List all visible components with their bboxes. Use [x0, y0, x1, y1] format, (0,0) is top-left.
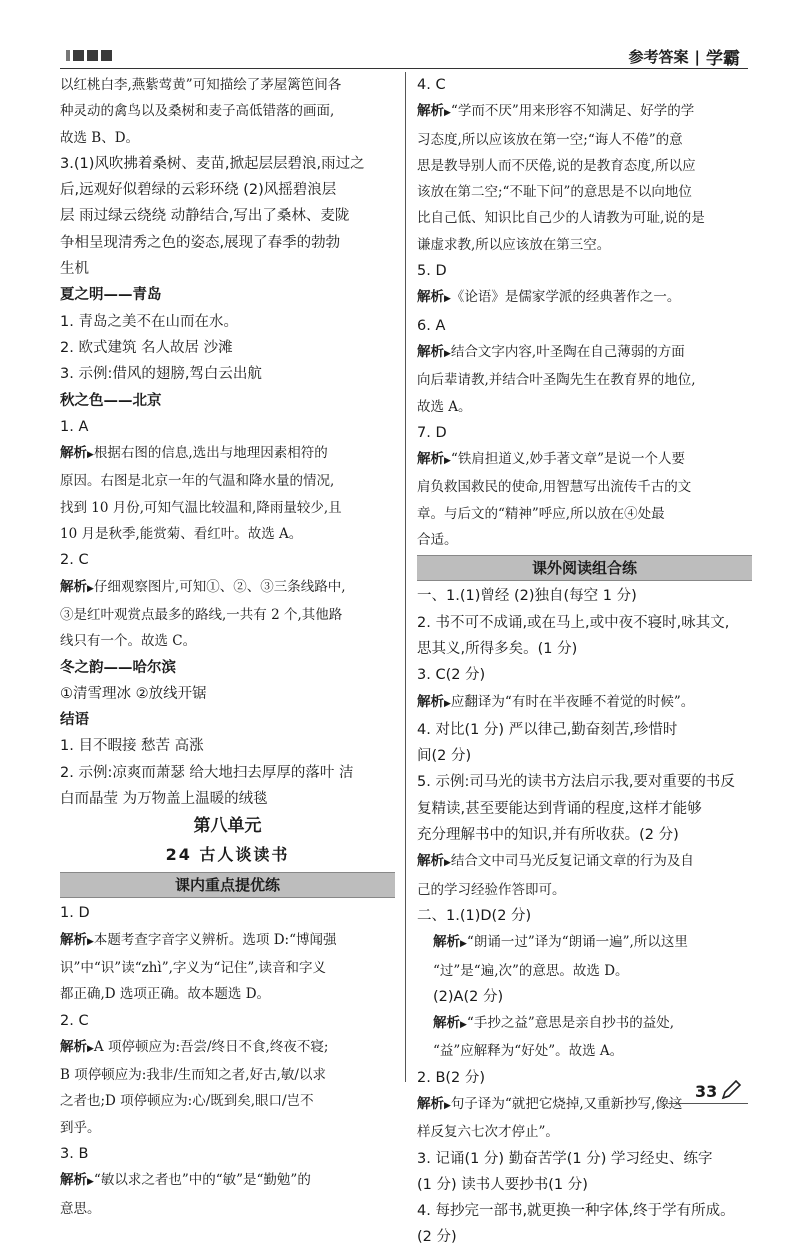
line-text: 5. D: [417, 263, 447, 280]
text-line: [60, 981, 395, 1007]
line-text: 思是教导别人而不厌倦,说的是教育态度,所以应: [417, 157, 696, 174]
line-text: 生机: [60, 261, 89, 278]
analysis-tag: 解析: [417, 343, 444, 360]
analysis-tag: 解析: [60, 931, 87, 948]
line-text: 以红桃白李,燕紫莺黄”可知描绘了茅屋篱笆间各: [60, 77, 342, 93]
text-line: [60, 955, 395, 981]
triangle-icon: ▶: [460, 939, 467, 950]
line-text: 习态度,所以应该放在第一空;“诲人不倦”的意: [417, 131, 683, 148]
section-band: [417, 555, 752, 581]
analysis-tag: 解析: [60, 1038, 87, 1055]
analysis-tag: 解析: [417, 103, 444, 120]
page-number: 33: [695, 1082, 718, 1101]
text-line: [417, 205, 752, 231]
line-text: 应翻译为“有时在半夜睡不着觉的时候”。: [450, 693, 695, 710]
analysis-tag: 解析: [433, 1015, 460, 1032]
analysis-line: [417, 929, 752, 957]
line-text: 2. B(2 分): [417, 1069, 486, 1086]
line-text: 课外阅读组合练: [531, 559, 637, 578]
section-heading: [60, 388, 395, 414]
line-text: 向后辈请教,并结合叶圣陶先生在教育界的地位,: [417, 372, 696, 389]
analysis-line: [417, 689, 752, 717]
line-text: 10 月是秋季,能赏菊、看红叶。故选 A。: [60, 526, 303, 543]
triangle-icon: ▶: [444, 348, 451, 359]
line-text: 比自己低、知识比自己少的人请教为可耻,说的是: [417, 210, 705, 227]
text-line: [417, 583, 752, 609]
text-line: [60, 547, 395, 573]
triangle-icon: ▶: [460, 1020, 467, 1031]
line-text: 结语: [60, 712, 89, 729]
line-text: 根据右图的信息,选出与地理因素相符的: [93, 445, 328, 462]
text-line: [60, 125, 395, 151]
section-heading: [60, 282, 395, 308]
analysis-line: [417, 339, 752, 367]
text-line: [60, 468, 395, 494]
line-text: 一、1.(1)曾经 (2)独自(每空 1 分): [417, 588, 637, 605]
line-text: 谦虚求教,所以应该放在第三空。: [417, 236, 611, 253]
text-line: [60, 1008, 395, 1034]
section-heading: [60, 707, 395, 733]
line-text: 复精读,甚至要能达到背诵的程度,这样才能够: [417, 800, 702, 817]
analysis-line: [417, 1010, 752, 1038]
line-text: 该放在第二空;“不耻下问”的意思是不以向地位: [417, 184, 692, 201]
text-line: [417, 636, 752, 662]
section-band: [60, 872, 395, 898]
text-line: [417, 877, 752, 903]
line-text: 3. 记诵(1 分) 勤奋苦学(1 分) 学习经史、练字: [417, 1150, 713, 1167]
header-text: 参考答案 | 学霸: [629, 44, 741, 69]
text-line: [417, 1172, 752, 1198]
triangle-icon: ▶: [444, 698, 451, 709]
triangle-icon: ▶: [444, 108, 451, 119]
line-text: 3.(1)风吹拂着桑树、麦苗,掀起层层碧浪,雨过之: [60, 155, 365, 172]
line-text: 意思。: [60, 1200, 101, 1217]
line-text: 《论语》是儒家学派的经典著作之一。: [450, 289, 681, 306]
text-line: [417, 903, 752, 929]
line-text: 到乎。: [60, 1119, 101, 1136]
line-text: “学而不厌”用来形容不知满足、好学的学: [450, 103, 695, 120]
text-line: [417, 610, 752, 636]
line-text: 充分理解书中的知识,并有所收获。(2 分): [417, 827, 679, 844]
triangle-icon: ▶: [87, 1177, 94, 1188]
analysis-tag: 解析: [433, 934, 460, 951]
line-text: “手抄之益”意思是亲自抄书的益处,: [466, 1015, 675, 1032]
text-line: [417, 796, 752, 822]
text-line: [417, 1224, 752, 1250]
analysis-line: [417, 284, 752, 312]
line-text: 线只有一个。故选 C。: [60, 633, 197, 650]
line-text: 2. 书不可不成诵,或在马上,或中夜不寝时,咏其文,: [417, 614, 730, 631]
analysis-tag: 解析: [417, 853, 444, 870]
text-line: [417, 474, 752, 500]
line-text: 都正确,D 选项正确。故本题选 D。: [60, 986, 271, 1003]
text-line: [60, 309, 395, 335]
line-text: 4. 每抄完一部书,就更换一种字体,终于学有所成。: [417, 1203, 735, 1220]
triangle-icon: ▶: [444, 456, 451, 467]
text-line: [417, 367, 752, 393]
text-line: [417, 822, 752, 848]
line-text: (1 分) 读书人要抄书(1 分): [417, 1176, 588, 1193]
analysis-line: [60, 440, 395, 468]
line-text: B 项停顿应为:我非/生而知之者,好古,敏/以求: [60, 1067, 326, 1084]
analysis-tag: 解析: [417, 693, 444, 710]
text-line: [60, 760, 395, 786]
analysis-tag: 解析: [60, 1172, 87, 1189]
header-rule: [60, 68, 748, 69]
line-text: “朗诵一过”译为“朗诵一遍”,所以这里: [466, 934, 688, 951]
text-line: [417, 984, 752, 1010]
text-line: [417, 72, 752, 98]
text-line: [417, 258, 752, 284]
text-line: [417, 527, 752, 553]
triangle-icon: ▶: [87, 583, 94, 594]
line-text: 2. 示例:凉爽而萧瑟 给大地扫去厚厚的落叶 洁: [60, 764, 354, 781]
line-text: 1. A: [60, 418, 89, 435]
analysis-line: [60, 1034, 395, 1062]
analysis-line: [417, 446, 752, 474]
line-text: 冬之韵——哈尔滨: [60, 659, 176, 676]
line-text: 后,远观好似碧绿的云彩环绕 (2)风摇碧浪层: [60, 182, 337, 199]
lesson-title: [60, 840, 395, 870]
triangle-icon: ▶: [444, 858, 451, 869]
column-divider: [405, 72, 406, 1082]
line-text: 7. D: [417, 424, 447, 441]
text-line: [417, 1119, 752, 1145]
text-line: [417, 1038, 752, 1064]
text-line: [60, 361, 395, 387]
line-text: 24 古人谈读书: [165, 845, 290, 865]
triangle-icon: ▶: [87, 450, 94, 461]
line-text: 结合文中司马光反复记诵文章的行为及自: [450, 853, 694, 870]
text-line: [417, 420, 752, 446]
line-text: 章。与后文的“精神”呼应,所以放在④处最: [417, 505, 665, 522]
line-text: 原因。右图是北京一年的气温和降水量的情况,: [60, 473, 335, 490]
text-line: [417, 127, 752, 153]
text-line: [60, 414, 395, 440]
line-text: 句子译为“就把它烧掉,又重新抄写,像这: [450, 1095, 683, 1112]
text-line: [417, 313, 752, 339]
line-text: 结合文字内容,叶圣陶在自己薄弱的方面: [450, 343, 685, 360]
text-line: [417, 717, 752, 743]
text-line: [417, 179, 752, 205]
line-text: ③是红叶观赏点最多的路线,一共有 2 个,其他路: [60, 606, 343, 623]
triangle-icon: ▶: [444, 1100, 451, 1111]
line-text: 故选 B、D。: [60, 129, 140, 146]
header-decoration: [66, 50, 112, 61]
line-text: 合适。: [417, 532, 458, 549]
text-line: [417, 743, 752, 769]
footer-rule: [668, 1103, 748, 1104]
text-line: [60, 256, 395, 282]
line-text: 间(2 分): [417, 748, 472, 765]
line-text: “益”应解释为“好处”。故选 A。: [433, 1043, 624, 1060]
analysis-tag: 解析: [417, 289, 444, 306]
analysis-line: [417, 848, 752, 876]
line-text: 肩负救国救民的使命,用智慧写出流传千古的文: [417, 479, 692, 496]
text-line: [60, 177, 395, 203]
text-line: [60, 1088, 395, 1114]
line-text: 故选 A。: [417, 398, 472, 415]
line-text: 白而晶莹 为万物盖上温暖的绒毯: [60, 791, 268, 808]
text-line: [60, 628, 395, 654]
line-text: 仔细观察图片,可知①、②、③三条线路中,: [93, 578, 346, 595]
text-line: [417, 1198, 752, 1224]
unit-title: [60, 812, 395, 840]
text-line: [60, 151, 395, 177]
text-line: [60, 786, 395, 812]
line-text: “过”是“遍,次”的意思。故选 D。: [433, 962, 629, 979]
analysis-line: [60, 927, 395, 955]
line-text: 层 雨过绿云绕绕 动静结合,写出了桑林、麦陇: [60, 208, 350, 225]
line-text: 己的学习经验作答即可。: [417, 881, 566, 898]
line-text: 本题考查字音字义辨析。选项 D:“博闻强: [93, 931, 337, 948]
text-line: [60, 1141, 395, 1167]
line-text: ①清雪理冰 ②放线开锯: [60, 685, 207, 702]
text-line: [60, 521, 395, 547]
pencil-icon: [720, 1079, 742, 1101]
right-column: [417, 72, 752, 1251]
line-text: 夏之明——青岛: [60, 287, 162, 304]
line-text: 4. 对比(1 分) 严以律己,勤奋刻苦,珍惜时: [417, 721, 678, 738]
text-line: [60, 72, 395, 98]
line-text: 2. C: [60, 552, 89, 569]
text-line: [60, 1062, 395, 1088]
line-text: A 项停顿应为:吾尝/终日不食,终夜不寝;: [93, 1038, 329, 1055]
text-line: [417, 662, 752, 688]
line-text: 3. B: [60, 1145, 89, 1162]
text-line: [60, 230, 395, 256]
page-header: [0, 0, 800, 70]
analysis-tag: 解析: [60, 445, 87, 462]
line-text: 种灵动的禽鸟以及桑树和麦子高低错落的画面,: [60, 103, 335, 120]
line-text: 2. 欧式建筑 名人故居 沙滩: [60, 339, 233, 356]
text-line: [417, 153, 752, 179]
triangle-icon: ▶: [444, 294, 451, 305]
line-text: 之者也;D 项停顿应为:心/既到矣,眼口/岂不: [60, 1093, 314, 1110]
triangle-icon: ▶: [87, 936, 94, 947]
line-text: “敏以求之者也”中的“敏”是“勤勉”的: [93, 1172, 311, 1189]
analysis-tag: 解析: [417, 1095, 444, 1112]
line-text: 识”中“识”读“zhì”,字义为“记住”,读音和字义: [60, 959, 327, 976]
text-line: [60, 900, 395, 926]
analysis-line: [60, 574, 395, 602]
line-text: 4. C: [417, 77, 446, 93]
line-text: (2)A(2 分): [433, 988, 504, 1005]
text-line: [60, 733, 395, 759]
text-line: [417, 1146, 752, 1172]
text-line: [60, 203, 395, 229]
line-text: “铁肩担道义,妙手著文章”是说一个人要: [450, 451, 686, 468]
brand-logo: 学霸: [706, 49, 740, 69]
left-column: [60, 72, 395, 1222]
text-line: [417, 232, 752, 258]
text-line: [60, 1115, 395, 1141]
analysis-line: [417, 98, 752, 126]
line-text: 1. D: [60, 905, 90, 922]
line-text: 样反复六七次才停止”。: [417, 1124, 559, 1141]
line-text: 找到 10 月份,可知气温比较温和,降雨量较少,且: [60, 499, 342, 516]
line-text: 1. 目不暇接 愁苦 高涨: [60, 738, 204, 755]
line-text: 3. C(2 分): [417, 667, 486, 684]
line-text: 1. 青岛之美不在山而在水。: [60, 313, 238, 330]
line-text: (2 分): [417, 1229, 457, 1246]
text-line: [417, 394, 752, 420]
line-text: 课内重点提优练: [174, 876, 280, 895]
text-line: [60, 1196, 395, 1222]
text-line: [60, 98, 395, 124]
line-text: 5. 示例:司马光的读书方法启示我,要对重要的书反: [417, 774, 735, 791]
line-text: 思其义,所得多矣。(1 分): [417, 640, 578, 657]
analysis-tag: 解析: [60, 578, 87, 595]
text-line: [60, 495, 395, 521]
line-text: 3. 示例:借风的翅膀,驾白云出航: [60, 366, 262, 383]
line-text: 争相呈现清秀之色的姿态,展现了春季的勃勃: [60, 234, 341, 251]
text-line: [60, 681, 395, 707]
triangle-icon: ▶: [87, 1043, 94, 1054]
header-title: 参考答案: [628, 48, 689, 66]
text-line: [417, 769, 752, 795]
analysis-tag: 解析: [417, 451, 444, 468]
line-text: 秋之色——北京: [60, 392, 162, 409]
line-text: 6. A: [417, 317, 446, 334]
text-line: [417, 958, 752, 984]
section-heading: [60, 655, 395, 681]
analysis-line: [60, 1167, 395, 1195]
line-text: 2. C: [60, 1012, 89, 1029]
text-line: [60, 602, 395, 628]
text-line: [417, 501, 752, 527]
line-text: 二、1.(1)D(2 分): [417, 907, 532, 924]
line-text: 第八单元: [193, 816, 262, 837]
text-line: [60, 335, 395, 361]
